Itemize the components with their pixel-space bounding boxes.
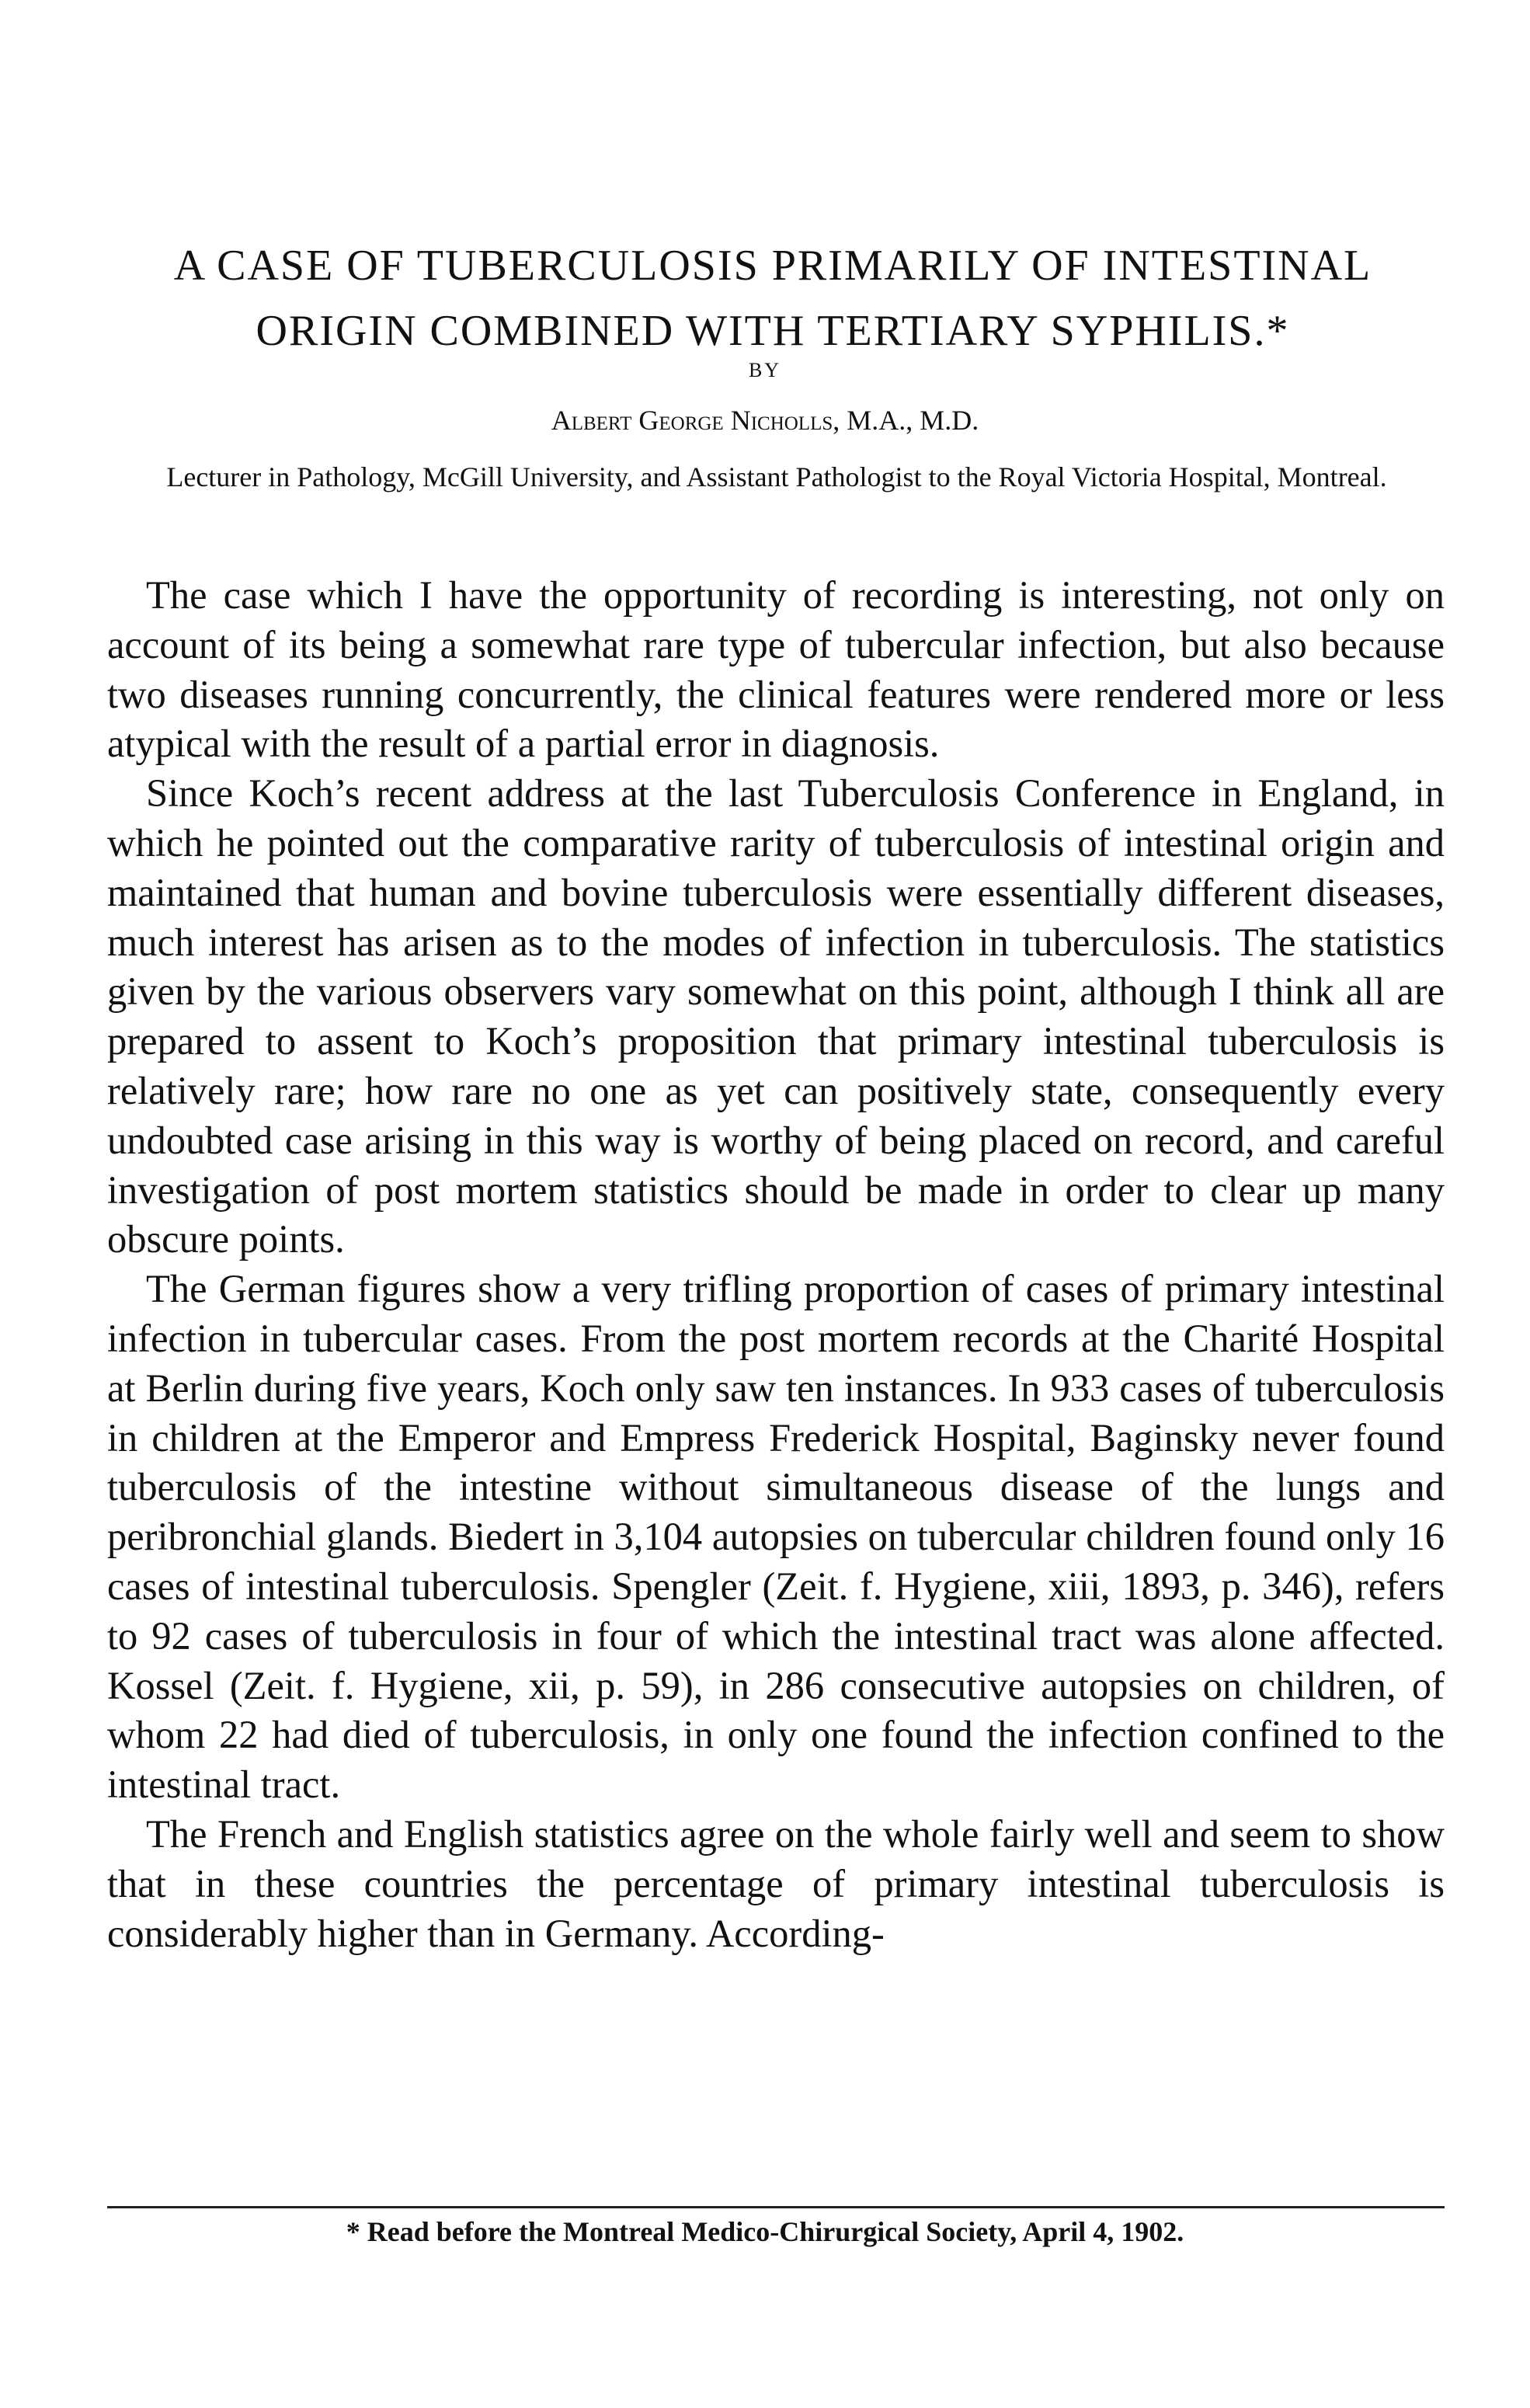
paragraph: The case which I have the opportunity of recording is interesting, not only on account of its being a somewhat rare type of tubercular infection, but also because two diseases running concurrently, the clinical features were rendered more or less atypical with the result of a partial error in diagnosis.: [107, 573, 1445, 766]
footnote: * Read before the Montreal Medico-Chirurgical Society, April 4, 1902.: [346, 2216, 1184, 2247]
byline-label: BY: [748, 359, 782, 381]
paragraph: The French and English statistics agree on the whole fairly well and seem to show that in these countries the percentage of primary intestinal tuberculosis is considerably higher than in Germany. According-: [107, 1811, 1445, 1955]
article-title: A CASE OF TUBERCULOSIS PRIMARILY OF INTESTINAL ORIGIN COMBINED WITH TERTIARY SYPHILIS.*: [173, 242, 1372, 355]
footnote-divider: [107, 2206, 1445, 2208]
paragraph: The German figures show a very trifling proportion of cases of primary intestinal infection in tubercular cases. From the post mortem records at the Charité Hospital at Berlin during five years, Koch only saw ten instances. In 933 cases of tuberculosis in children at the Emperor and Empress Frederick Hospital, Baginsky never found tuberculosis of the intestine without simultaneous disease of the lungs and peribronchial glands. Biedert in 3,104 autopsies on tubercular children found only 16 cases of intestinal tuberculosis. Spengler (Zeit. f. Hygiene, xiii, 1893, p. 346), refers to 92 cases of tuberculosis in four of which the intestinal tract was alone affected. Kossel (Zeit. f. Hygiene, xii, p. 59), in 286 consecutive autopsies on children, of whom 22 had died of tuberculosis, in only one found the infection confined to the intestinal tract.: [107, 1267, 1445, 1807]
paragraph: Since Koch’s recent address at the last Tuberculosis Conference in England, in which he pointed out the comparative rarity of tuberculosis of intestinal origin and maintained that human and bovine tuberculosis were essentially different diseases, much interest has arisen as to the modes of infection in tuberculosis. The statistics given by the various observers vary somewhat on this point, although I think all are prepared to assent to Koch’s proposition that primary intestinal tuberculosis is relatively rare; how rare no one as yet can positively state, consequently every undoubted case arising in this way is worthy of being placed on record, and careful investigation of post mortem statistics should be made in order to clear up many obscure points.: [107, 771, 1445, 1261]
article-body: [107, 571, 1445, 1958]
author-name: Albert George Nicholls, M.A., M.D.: [551, 405, 979, 436]
author-affiliation: Lecturer in Pathology, McGill University, and Assistant Pathologist to the Royal Victoria Hospital, Montreal.: [166, 461, 1387, 492]
